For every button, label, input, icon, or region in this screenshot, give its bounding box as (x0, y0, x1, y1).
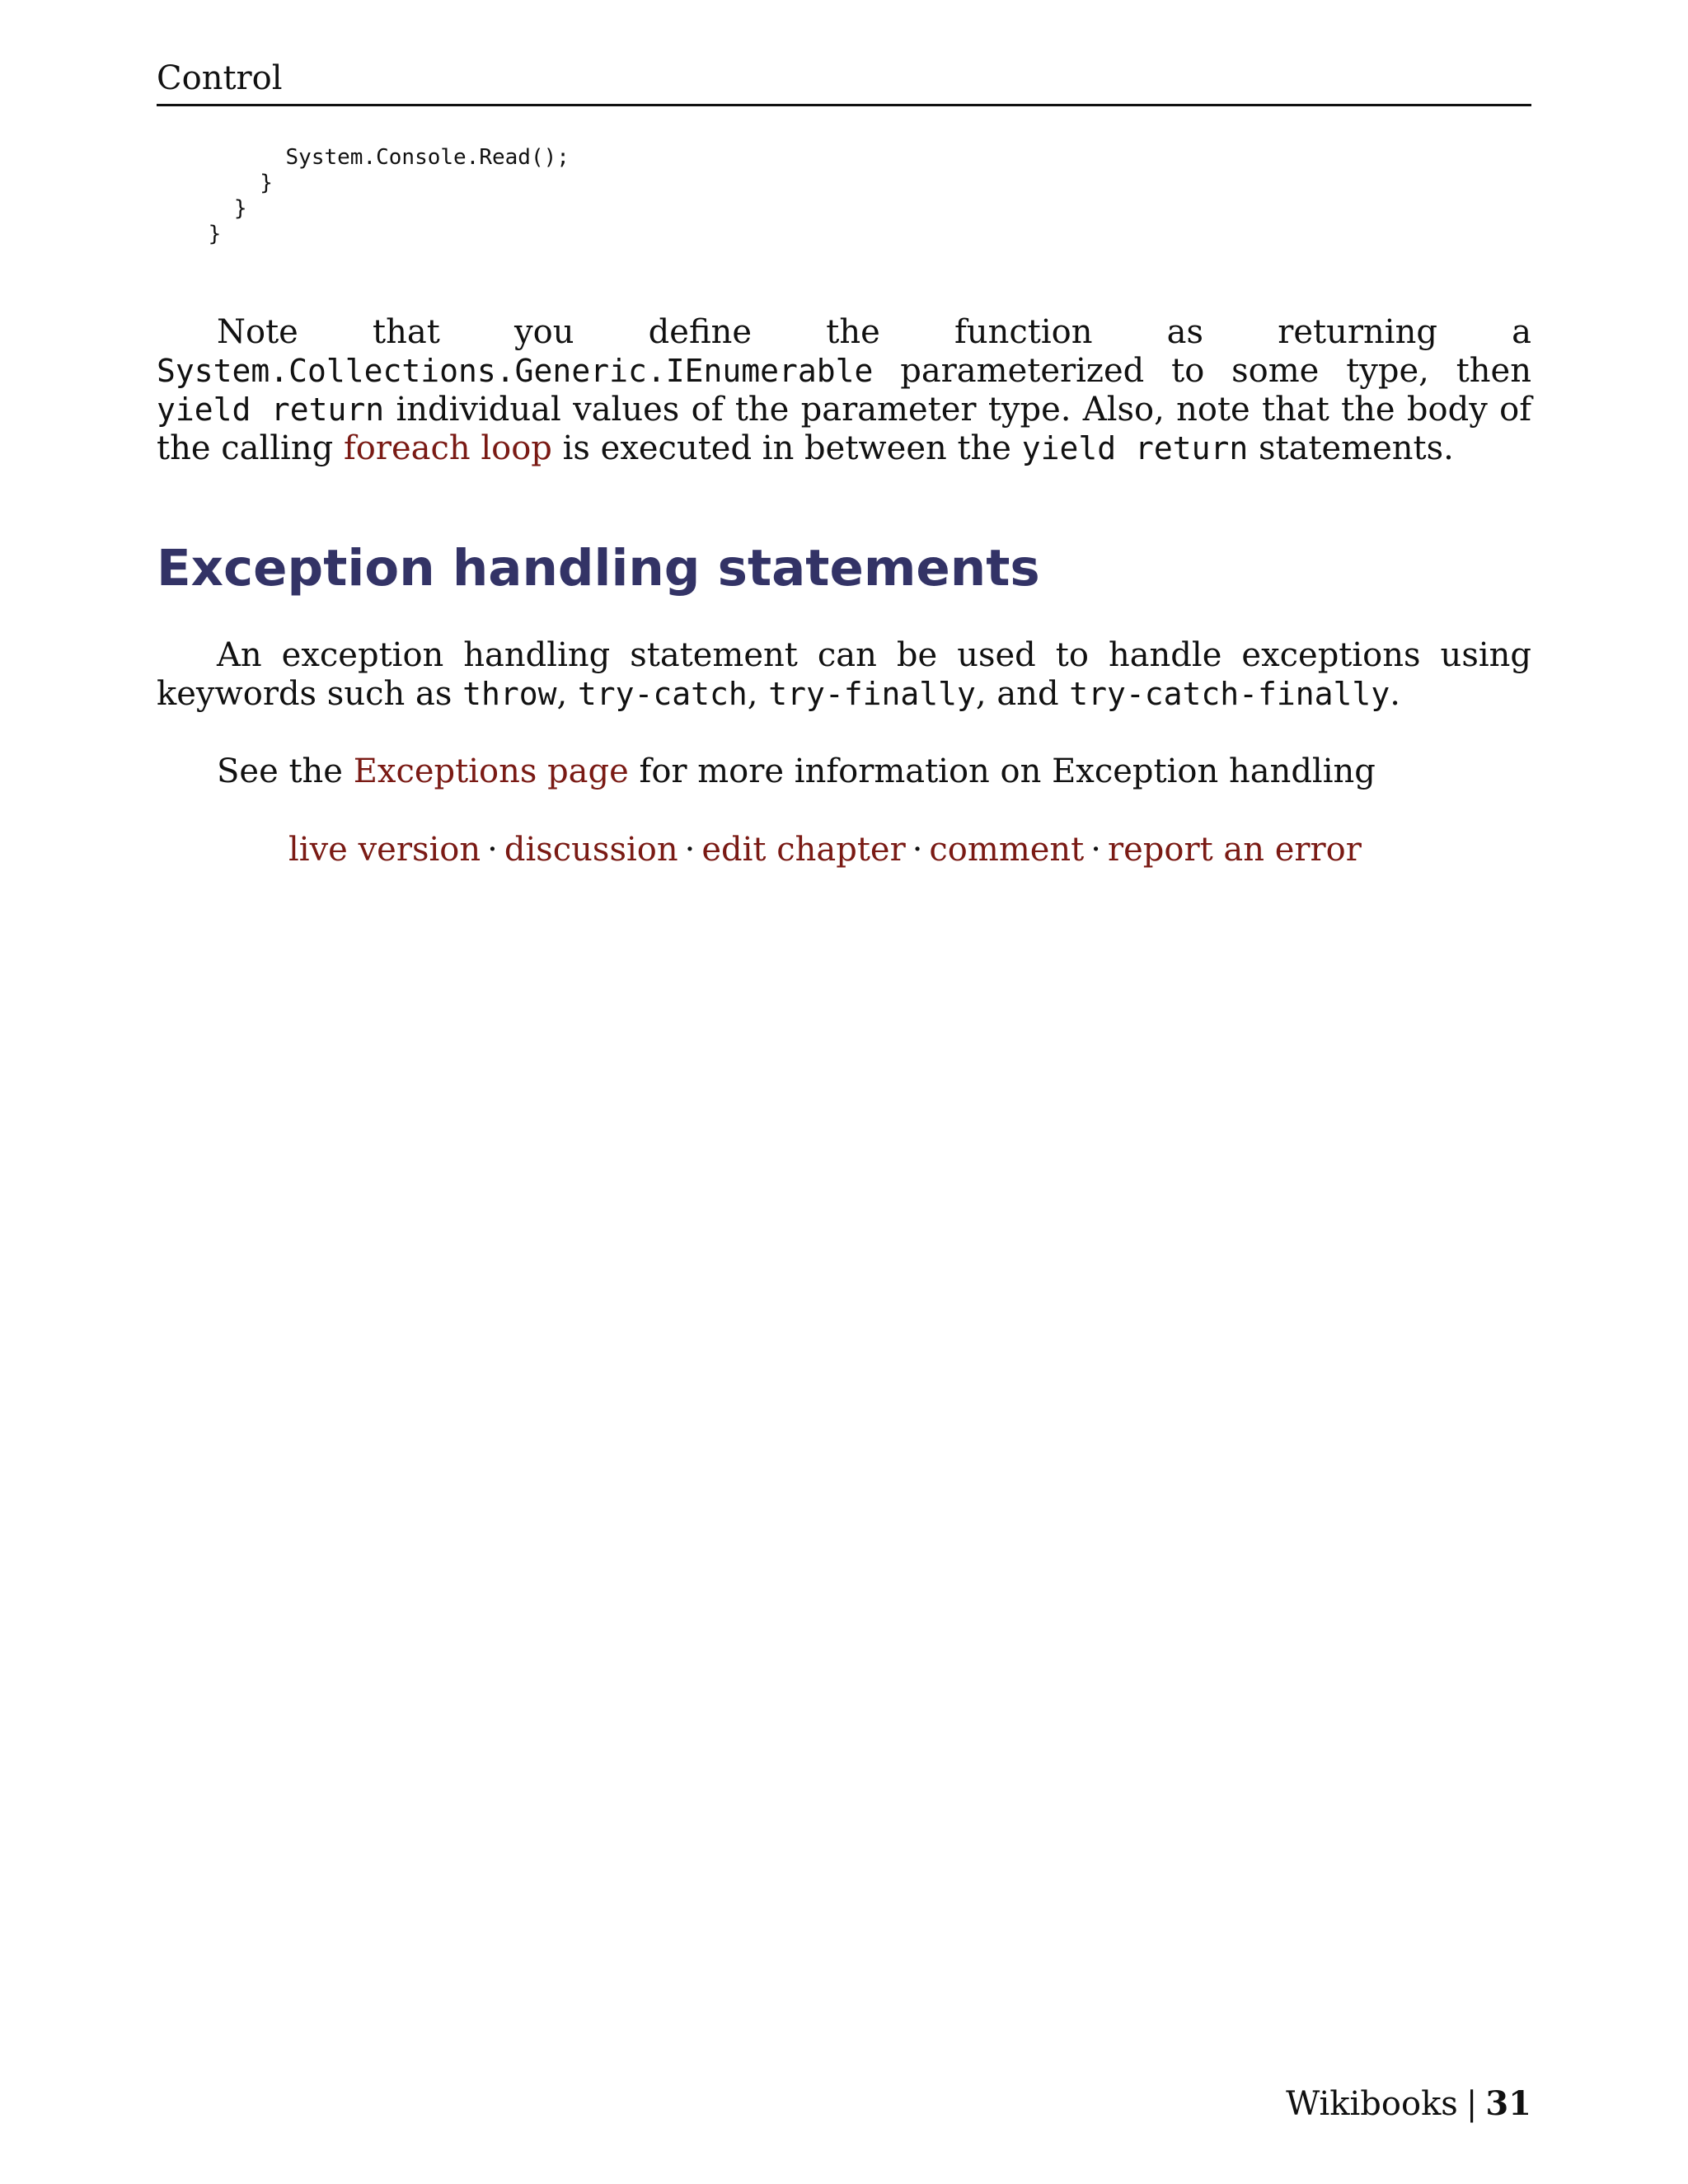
text-run: , (556, 675, 578, 713)
inline-code: yield return (157, 391, 385, 428)
comment-link[interactable]: comment (929, 831, 1085, 869)
running-header (157, 58, 1531, 106)
page-number: 31 (1485, 2084, 1531, 2123)
inline-code: try-catch-finally (1069, 676, 1390, 712)
paragraph-exception-handling (157, 636, 1531, 714)
edit-chapter-link[interactable]: edit chapter (701, 831, 906, 869)
inline-code: try-finally (768, 676, 976, 712)
code-line: } (157, 222, 222, 246)
link-separator: · (684, 831, 696, 869)
link-separator: · (487, 831, 498, 869)
header-title: Control (157, 59, 283, 97)
text-run: is executed in between the (551, 429, 1022, 467)
text-run: for more information on Exception handling (628, 752, 1376, 790)
paragraph-see-exceptions (157, 752, 1531, 791)
text-run: See the (217, 752, 354, 790)
inline-code: try-catch (577, 676, 748, 712)
text-run: individual values of the parameter type. Also, note that the body of the calling (157, 391, 1531, 467)
code-block (157, 145, 570, 247)
inline-code: throw (462, 676, 557, 712)
text-run: parameterized to some type, then (873, 352, 1531, 390)
report-error-link[interactable]: report an error (1107, 831, 1362, 869)
text-run: Note that you define the function as returning a (217, 313, 1531, 351)
footer-divider: | (1465, 2085, 1478, 2123)
link-separator: · (1090, 831, 1101, 869)
discussion-link[interactable]: discussion (504, 831, 678, 869)
text-run: , (747, 675, 769, 713)
exceptions-page-link[interactable]: Exceptions page (353, 752, 629, 790)
chapter-links (288, 829, 1362, 870)
text-run: An exception handling statement can be used to handle exceptions using keywords such as (157, 636, 1531, 713)
code-line: } (157, 171, 273, 195)
link-separator: · (912, 831, 923, 869)
code-line: System.Console.Read(); (157, 145, 570, 170)
live-version-link[interactable]: live version (288, 831, 481, 869)
text-run: statements. (1248, 429, 1454, 467)
footer-source: Wikibooks (1286, 2085, 1458, 2123)
paragraph-yield-note (157, 313, 1531, 468)
code-line: } (157, 196, 247, 221)
text-run: . (1390, 675, 1400, 713)
inline-code: System.Collections.Generic.IEnumerable (157, 353, 874, 389)
text-run: , and (975, 675, 1070, 713)
foreach-loop-link[interactable]: foreach loop (343, 429, 552, 467)
page-footer (1286, 2083, 1531, 2125)
section-heading: Exception handling statements (157, 539, 1040, 598)
inline-code: yield return (1021, 430, 1249, 466)
